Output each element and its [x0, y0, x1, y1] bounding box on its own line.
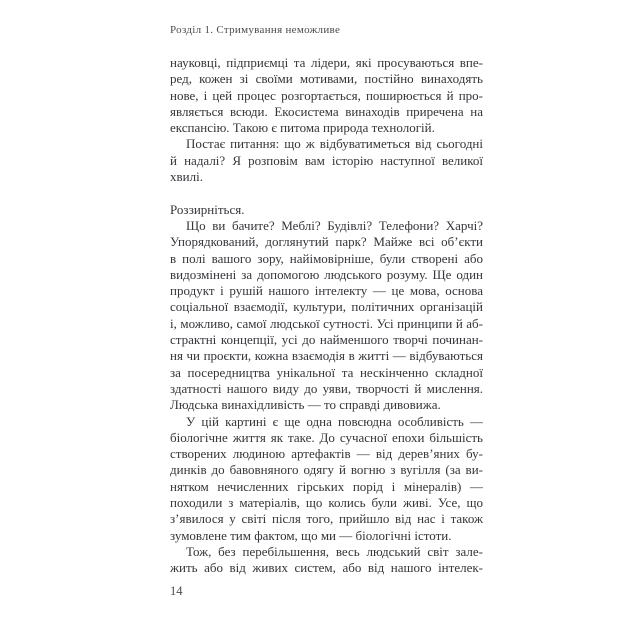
text-line: Що ви бачите? Меблі? Будівлі? Телефони? Харчі? — [186, 217, 483, 233]
paragraph — [170, 55, 483, 136]
text-line: жить або від живих систем, або від нашого інтелек- — [170, 560, 483, 576]
text-line: нятком нечисленних гірських порід і мінералів) — — [170, 478, 483, 494]
page-number: 14 — [170, 584, 183, 598]
text-line: Тож, без перебільшення, весь людський світ зале- — [186, 543, 483, 559]
text-line: ред, кожен зі своїми мотивами, постійно винаходять — [170, 71, 483, 87]
text-line: Людська винахідливість — то справді дивовижа. — [170, 397, 441, 413]
text-line: нове, і цей процес розгортається, поширюється й про- — [170, 87, 483, 103]
text-line: з’явилося у світі після того, прийшло від нас і також — [170, 511, 483, 527]
text-line: являється всюди. Екосистема винаходів приречена на — [170, 103, 483, 119]
text-line: Постає питання: що ж відбуватиметься від сьогодні — [186, 136, 483, 152]
paragraph — [170, 136, 483, 185]
text-line: біологічне життя як таке. До сучасної епохи більшість — [170, 429, 483, 445]
text-line: У цій картині є ще одна повсюдна особливість — — [186, 413, 483, 429]
text-line: й надалі? Я розповім вам історію наступної великої — [170, 152, 483, 168]
text-line: ня чи проєкти, кожна взаємодія в житті — відбуваються — [170, 348, 483, 364]
text-line: в полі вашого зору, найімовірніше, були створені або — [170, 250, 483, 266]
text-line: походили з матеріалів, що колись були живі. Усе, що — [170, 495, 483, 511]
text-line: динків до бавовняного одягу й вогню з вугілля (за ви- — [170, 462, 483, 478]
paragraph — [170, 202, 483, 218]
text-line: Упорядкований, доглянутий парк? Майже всі об’єкти — [170, 234, 483, 250]
text-line: зумовлене тим фактом, що ми — біологічні істоти. — [170, 527, 452, 543]
text-line: соціальної взаємодії, культури, політичних організацій — [170, 299, 483, 315]
text-line: науковці, підприємці та лідери, які просуваються впе- — [170, 55, 483, 70]
text-column — [170, 55, 483, 577]
text-line: хвилі. — [170, 169, 203, 185]
text-line: створених людиною артефактів — від дерев’яних бу- — [170, 446, 483, 462]
paragraph — [170, 218, 483, 414]
running-header: Розділ 1. Стримування неможливе — [170, 24, 341, 36]
text-line: здатності нашого виду до уяви, творчості й мислення. — [170, 380, 483, 396]
text-line: видозмінені за допомогою людського розуму. Ще один — [170, 266, 483, 282]
paragraph — [170, 414, 483, 544]
text-line: експансію. Такою є питома природа технологій. — [170, 120, 435, 136]
paragraph-spacer — [170, 185, 483, 201]
text-line: страктні концепції, усі до найменшого творчі починан- — [170, 332, 483, 348]
text-line: продукт і рушій нашого інтелекту — це мова, основа — [170, 283, 483, 299]
text-line: і, можливо, самої людської сутності. Усі принципи й аб- — [170, 315, 483, 331]
text-line: Роззирніться. — [170, 201, 245, 217]
text-line: за посередництва унікальної та нескінченно складної — [170, 364, 483, 380]
paragraph — [170, 544, 483, 577]
